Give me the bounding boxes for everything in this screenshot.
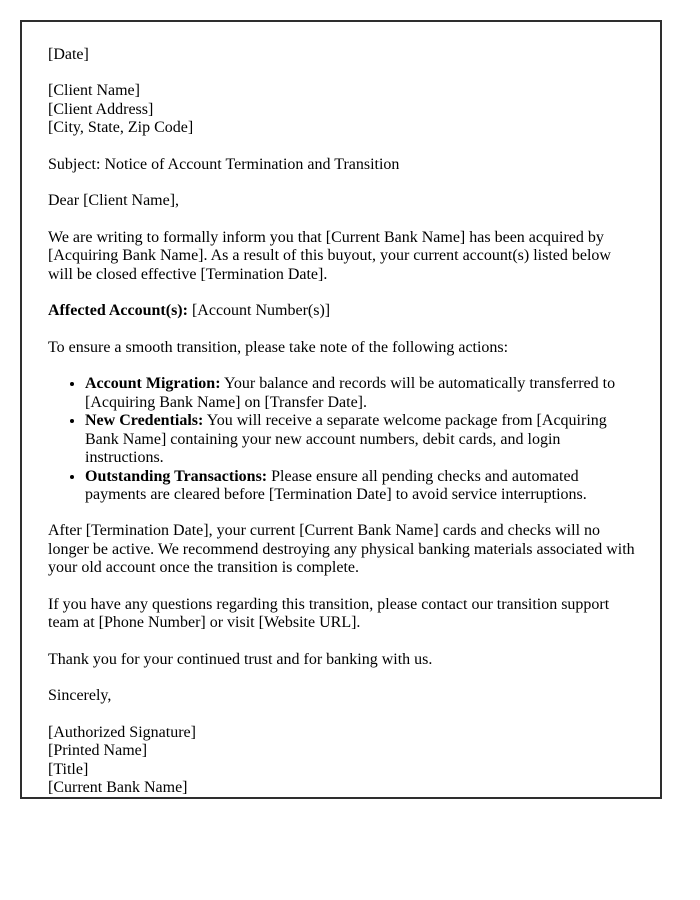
- bullet-label: Outstanding Transactions:: [85, 467, 268, 485]
- salutation: Dear [Client Name],: [48, 192, 180, 210]
- affected-accounts-value: [Account Number(s)]: [187, 302, 331, 320]
- recipient-address: [Client Address]: [48, 100, 154, 118]
- thanks-paragraph: Thank you for your continued trust and for banking with us.: [48, 650, 433, 668]
- after-termination-paragraph: After [Termination Date], your current [Current Bank Name] cards and checks will no longer be active. We recommend destroying any physical banking materials associated with your old account once the transition is complete.: [48, 522, 635, 577]
- list-item-new-credentials: [85, 412, 638, 467]
- bullet-label: Account Migration:: [85, 375, 221, 393]
- affected-accounts-label: Affected Account(s):: [48, 302, 188, 320]
- intro-paragraph: We are writing to formally inform you that [Current Bank Name] has been acquired by [Acquiring Bank Name]. As a result of this buyout, your current account(s) listed below will be closed effective [Termination Date].: [48, 228, 611, 283]
- bullet-text: You will receive a separate welcome package from [Acquiring Bank Name] containing your new account numbers, debit cards, and login instructions.: [85, 412, 607, 467]
- recipient-block: [48, 82, 638, 137]
- bullet-label: New Credentials:: [85, 412, 204, 430]
- signature-authorized: [Authorized Signature]: [48, 723, 196, 741]
- letter-body: [48, 46, 638, 798]
- signature-title: [Title]: [48, 760, 89, 778]
- list-item-account-migration: [85, 375, 638, 412]
- signature-block: [48, 724, 638, 798]
- recipient-city-state-zip: [City, State, Zip Code]: [48, 119, 194, 137]
- questions-paragraph: If you have any questions regarding this transition, please contact our transition support team at [Phone Number] or visit [Website URL].: [48, 595, 610, 632]
- date-line: [Date]: [48, 46, 89, 63]
- actions-intro: To ensure a smooth transition, please take note of the following actions:: [48, 338, 509, 356]
- letter-page: [20, 20, 662, 799]
- affected-accounts-line: [48, 302, 638, 320]
- recipient-name: [Client Name]: [48, 82, 140, 100]
- bullet-text: Please ensure all pending checks and automated payments are cleared before [Termination Date] to avoid service interruptions.: [85, 467, 587, 503]
- subject-line: Subject: Notice of Account Termination and Transition: [48, 155, 400, 173]
- closing: Sincerely,: [48, 687, 112, 705]
- bullet-text: Your balance and records will be automatically transferred to [Acquiring Bank Name] on [Transfer Date].: [85, 375, 616, 411]
- signature-printed-name: [Printed Name]: [48, 742, 148, 760]
- actions-list: [48, 375, 638, 504]
- list-item-outstanding-transactions: [85, 468, 638, 505]
- signature-bank-name: [Current Bank Name]: [48, 779, 188, 797]
